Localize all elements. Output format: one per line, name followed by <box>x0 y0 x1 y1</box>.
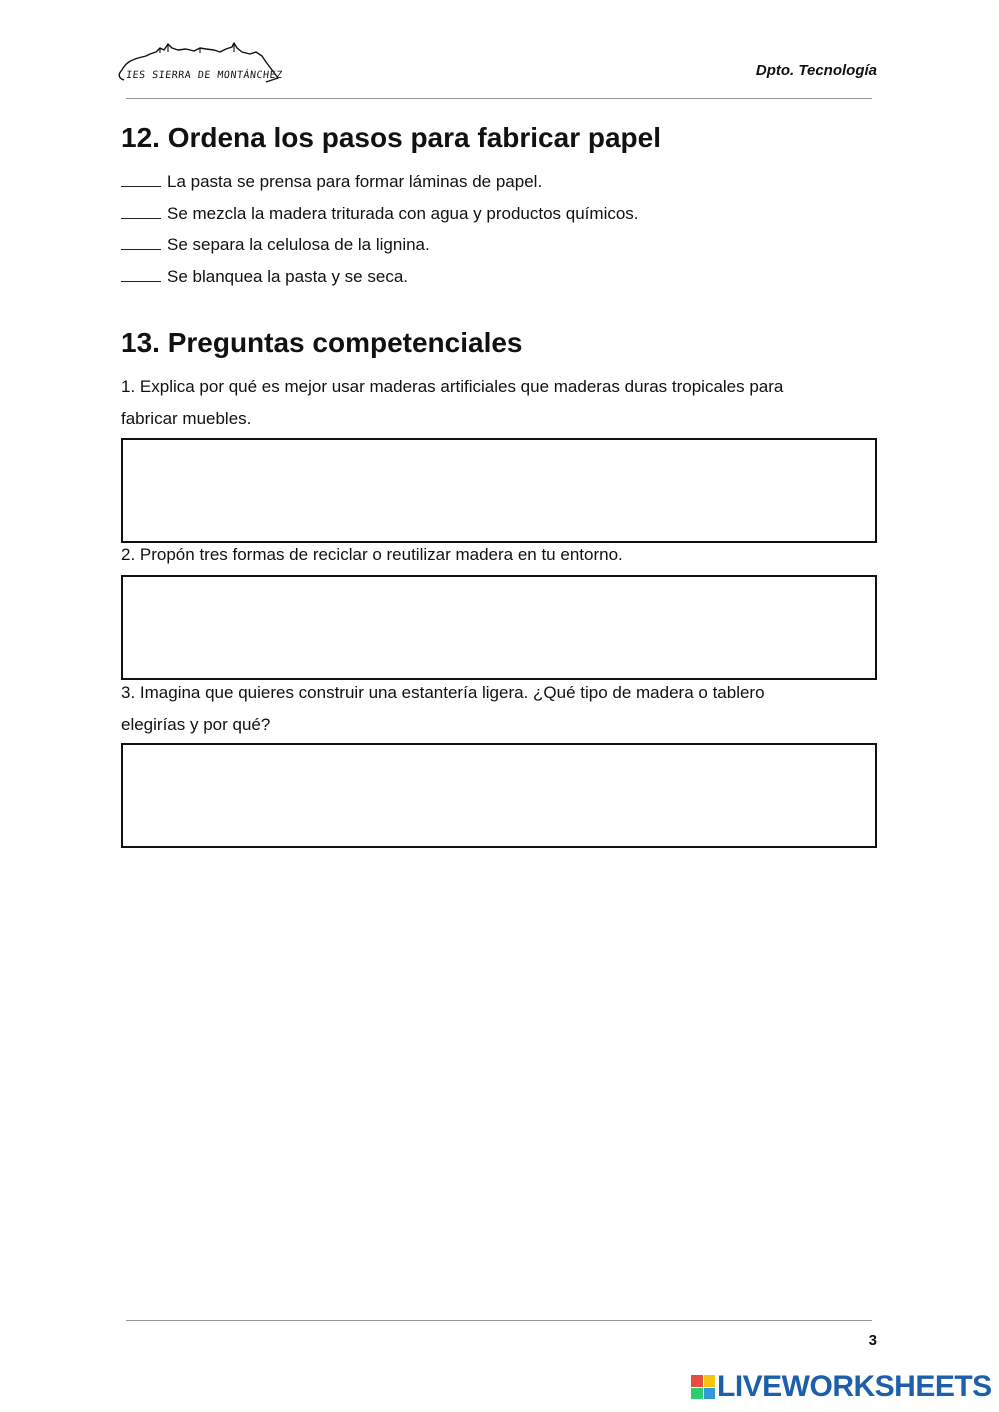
footer-divider <box>126 1320 872 1321</box>
order-item-text: Se separa la celulosa de la lignina. <box>167 235 430 254</box>
question-2-line-1: 2. Propón tres formas de reciclar o reutilizar madera en tu entorno. <box>121 545 623 564</box>
answer-box-2[interactable] <box>121 575 877 680</box>
logo-text: IES SIERRA DE MONTÁNCHEZ <box>125 70 284 81</box>
section-12-title: 12. Ordena los pasos para fabricar papel <box>121 122 661 153</box>
answer-box-3[interactable] <box>121 743 877 848</box>
order-item-3 <box>121 235 430 255</box>
order-blank-1[interactable] <box>121 172 161 187</box>
page-number: 3 <box>868 1332 877 1349</box>
order-blank-2[interactable] <box>121 204 161 219</box>
question-3-line-1: 3. Imagina que quieres construir una estantería ligera. ¿Qué tipo de madera o tablero <box>121 683 765 702</box>
question-1-line-1: 1. Explica por qué es mejor usar maderas artificiales que maderas duras tropicales para <box>121 377 784 396</box>
logo-square-icon <box>704 1375 716 1387</box>
logo-square-icon <box>704 1388 716 1400</box>
order-item-text: Se blanquea la pasta y se seca. <box>167 267 408 286</box>
order-item-text: Se mezcla la madera triturada con agua y productos químicos. <box>167 204 639 223</box>
order-item-1 <box>121 172 542 192</box>
brand-name: LIVEWORKSHEETS <box>717 1370 992 1403</box>
department-label: Dpto. Tecnología <box>755 62 877 79</box>
order-blank-4[interactable] <box>121 267 161 282</box>
logo-square-icon <box>691 1375 703 1387</box>
header-divider <box>126 98 872 99</box>
order-blank-3[interactable] <box>121 235 161 250</box>
order-item-text: La pasta se prensa para formar láminas de papel. <box>167 172 543 191</box>
school-logo <box>116 40 282 88</box>
order-item-2 <box>121 204 639 224</box>
liveworksheets-brand <box>691 1372 992 1402</box>
liveworksheets-logo-icon <box>691 1375 715 1399</box>
section-13-title: 13. Preguntas competenciales <box>121 327 523 358</box>
order-item-4 <box>121 267 408 287</box>
answer-box-1[interactable] <box>121 438 877 543</box>
question-3-line-2: elegirías y por qué? <box>121 715 271 734</box>
logo-square-icon <box>691 1388 703 1400</box>
question-1-line-2: fabricar muebles. <box>121 409 252 428</box>
